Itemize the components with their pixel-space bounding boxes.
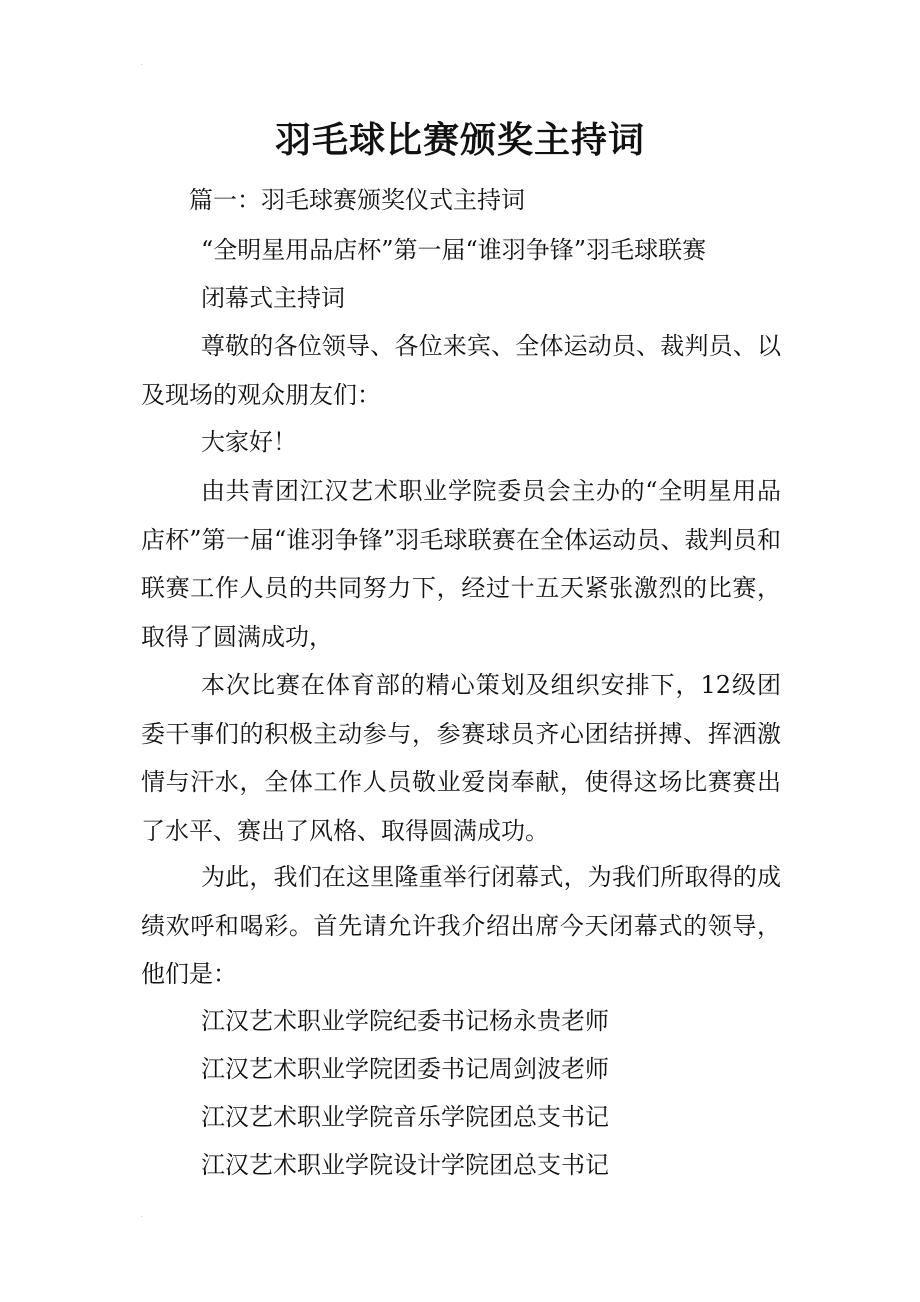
paragraph-success: 由共青团江汉艺术职业学院委员会主办的“全明星用品店杯”第一届“谁羽争锋”羽毛球联赛在全体运动员、裁判员和联赛工作人员的共同努力下，经过十五天紧张激烈的比赛，取得了圆满成功， — [141, 477, 781, 651]
ceremony-heading: 闭幕式主持词 — [201, 284, 345, 312]
leader-item: 江汉艺术职业学院设计学院团总支书记 — [201, 1151, 609, 1179]
page-title: 羽毛球比赛颁奖主持词 — [274, 119, 645, 161]
paragraph-introduction: 为此，我们在这里隆重举行闭幕式，为我们所取得的成绩欢呼和喝彩。首先请允许我介绍出席今天闭幕式的领导，他们是： — [141, 863, 781, 988]
event-name: “全明星用品店杯”第一届“谁羽争锋”羽毛球联赛 — [201, 236, 707, 264]
leader-item: 江汉艺术职业学院纪委书记杨永贵老师 — [201, 1007, 609, 1035]
leader-item: 江汉艺术职业学院音乐学院团总支书记 — [201, 1103, 609, 1131]
scan-dot: · — [140, 1212, 144, 1223]
greeting-line: 大家好！ — [201, 428, 297, 456]
section-heading: 篇一：羽毛球赛颁奖仪式主持词 — [189, 186, 525, 214]
leader-item: 江汉艺术职业学院团委书记周剑波老师 — [201, 1055, 609, 1083]
paragraph-organization: 本次比赛在体育部的精心策划及组织安排下，12级团委干事们的积极主动参与，参赛球员齐心团结拼搏、挥洒激情与汗水，全体工作人员敬业爱岗奉献，使得这场比赛赛出了水平、赛出了风格、取得圆满成功。 — [141, 671, 781, 845]
scan-dot: · — [140, 60, 144, 71]
salutation-paragraph: 尊敬的各位领导、各位来宾、全体运动员、裁判员、以及现场的观众朋友们： — [141, 332, 781, 409]
